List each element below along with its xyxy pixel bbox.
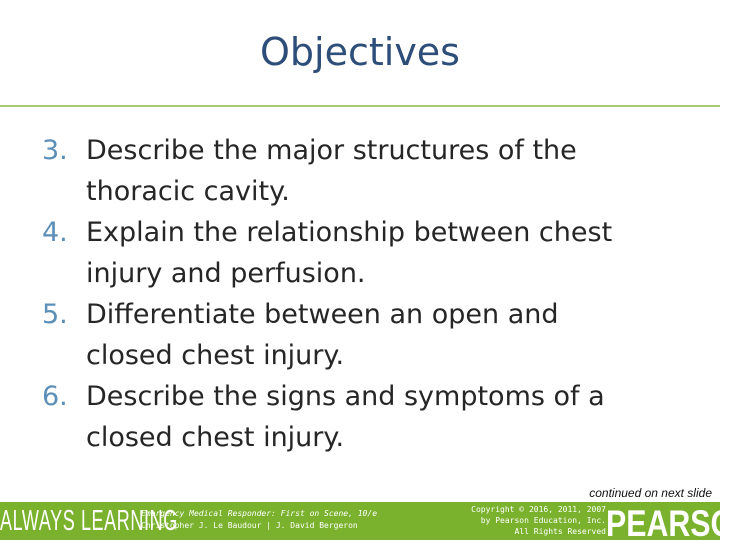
copyright-line: by Pearson Education, Inc. — [480, 516, 606, 525]
objective-text-line: closed chest injury. — [86, 340, 345, 371]
title-divider — [0, 105, 720, 107]
objective-text-line: Describe the signs and symptoms of a — [86, 381, 605, 412]
slide-title: Objectives — [260, 30, 460, 74]
book-title: Emergency Medical Responder: First on Scene, 10/e — [141, 509, 378, 518]
objective-item — [42, 376, 702, 458]
objective-text-line: Differentiate between an open and — [86, 299, 559, 330]
objective-text-line: closed chest injury. — [86, 422, 345, 453]
always-learning-logo: ALWAYS LEARNING — [0, 505, 178, 537]
objective-number: 3. — [42, 135, 68, 166]
copyright-notice — [440, 504, 606, 537]
pearson-logo: PEARSON — [606, 503, 756, 544]
objective-number: 4. — [42, 217, 68, 248]
book-authors: Christopher J. Le Baudour | J. David Bergeron — [141, 521, 358, 530]
continued-note: continued on next slide — [589, 486, 712, 500]
objective-number: 6. — [42, 381, 68, 412]
objective-item — [42, 130, 702, 212]
objective-item — [42, 294, 702, 376]
objective-number: 5. — [42, 299, 68, 330]
objectives-list — [42, 130, 702, 458]
objective-text-line: Describe the major structures of the — [86, 135, 577, 166]
book-credit — [141, 508, 441, 532]
footer-bar — [0, 502, 756, 544]
copyright-line: Copyright © 2016, 2011, 2007 — [471, 505, 606, 514]
objective-text-line: thoracic cavity. — [86, 176, 290, 207]
objective-text-line: Explain the relationship between chest — [86, 217, 613, 248]
copyright-line: All Rights Reserved — [514, 527, 606, 536]
objective-item — [42, 212, 702, 294]
objective-text-line: injury and perfusion. — [86, 258, 366, 289]
